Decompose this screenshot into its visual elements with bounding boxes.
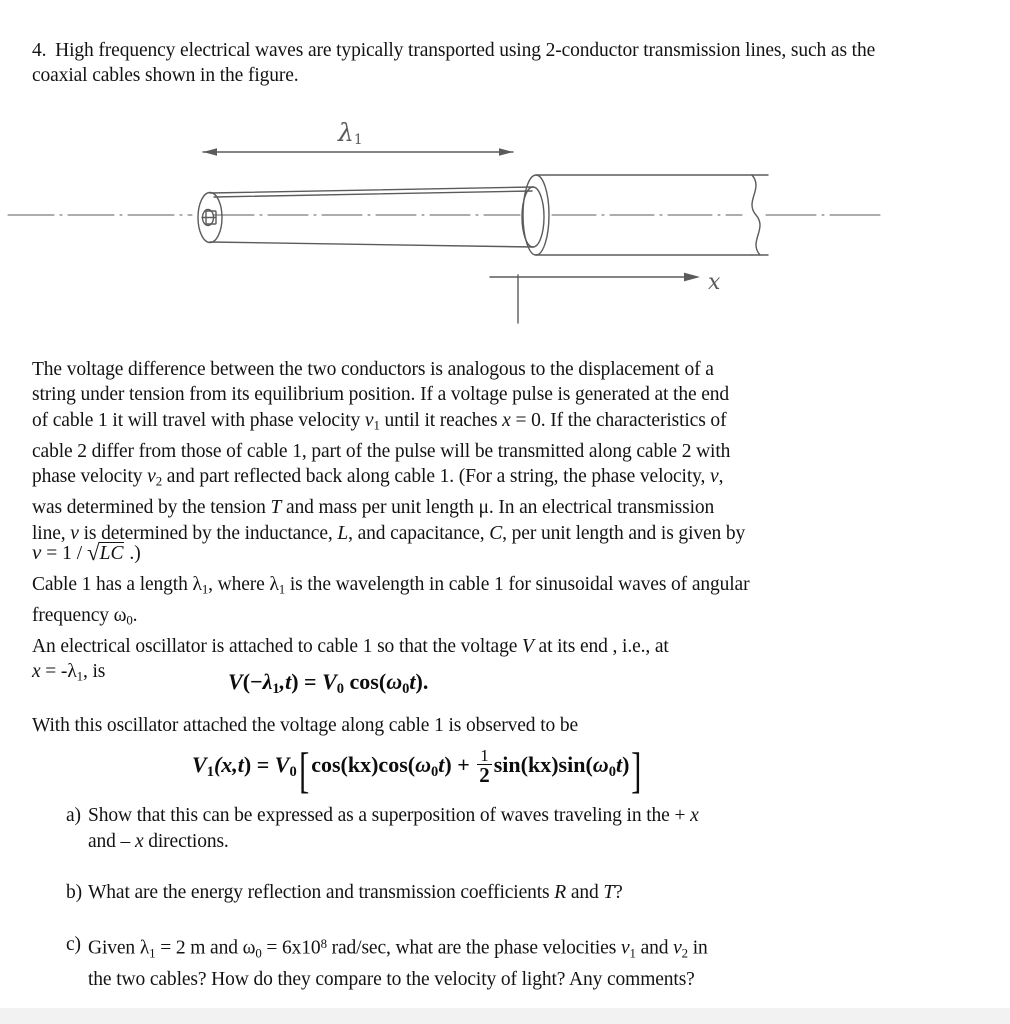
- voltage-wave-equation: $V_1(x,t) = V_0[\cos(kx)\cos(\omega_0t)$ + $\frac{1}{2}$ $\sin(kx)\sin(\omega_0t)$]: [192, 742, 642, 798]
- problem-number: 4.: [32, 40, 47, 61]
- capacitance-C: C: [489, 522, 503, 544]
- wavelength-label: [338, 118, 363, 148]
- voltage-V: V: [522, 636, 534, 657]
- body-line-5: phase velocity $v_2$ and part reflected back along cable 1. (For a string, the phase velocity, v,: [32, 466, 724, 489]
- body-line-3: of cable 1 it will travel with phase velocity $v_1$ until it reaches x = 0. If the characteristics of: [32, 409, 727, 433]
- phase-velocity-v1: v: [364, 409, 374, 431]
- cable-description-paragraph: [32, 572, 932, 690]
- cable-line-4: $x = -\lambda_1$, is: [32, 661, 106, 684]
- cable-1-inner-conductor: [202, 210, 216, 226]
- boundary-condition-equation: $V(-\lambda_1,t) = V_0$ $\cos(\omega_0t)$.: [228, 669, 429, 698]
- cable-line-2: frequency $\omega_0$.: [32, 605, 138, 628]
- reflection-coefficient-R: R: [554, 882, 567, 903]
- body-line-6: was determined by the tension T and mass per unit length μ. In an electrical transmission: [32, 497, 715, 519]
- lambda-glyph: λ: [338, 118, 354, 147]
- inductance-L: L: [337, 522, 349, 544]
- item-b-line-1: What are the energy reflection and transmission coefficients R and T?: [88, 882, 623, 903]
- wavelength-dimension-arrow: [203, 148, 513, 156]
- cable-line-3: An electrical oscillator is attached to cable 1 so that the voltage V at its end , i.e., at: [32, 636, 669, 657]
- item-c-marker: c): [66, 934, 81, 955]
- position-x: x: [502, 409, 511, 431]
- question-item-a: [66, 803, 948, 854]
- cable-1-body: [198, 187, 544, 247]
- one-half-fraction: $\frac{1}{2}$: [479, 746, 490, 788]
- question-item-b: [66, 880, 948, 906]
- coaxial-cable-figure: [0, 105, 1010, 335]
- x-axis-indicator: [490, 273, 700, 323]
- body-line-1: The voltage difference between the two conductors is analogous to the displacement of a: [32, 359, 714, 380]
- body-paragraph: [32, 357, 912, 546]
- body-line-7: line, v is determined by the inductance, L, and capacitance, C, per unit length and is given by: [32, 522, 746, 544]
- item-c-line-1: Given $\lambda_1 = 2$ m and $\omega_0 = 6x10^8$ rad/sec, what are the phase velocities $v_1$ and $v_2$ in: [88, 937, 708, 961]
- item-b-marker: b): [66, 882, 83, 903]
- coaxial-cable-drawing: [0, 105, 1010, 335]
- page-bottom-band: [0, 1008, 1010, 1024]
- transmission-coefficient-T: T: [603, 882, 615, 903]
- item-a-line-2: and – x directions.: [88, 830, 229, 852]
- item-a-line-1: Show that this can be expressed as a superposition of waves traveling in the + x: [88, 805, 699, 826]
- omega-symbol: ω: [113, 605, 127, 626]
- mu-symbol: μ: [478, 497, 489, 519]
- item-a-marker: a): [66, 805, 81, 826]
- item-c-line-2: the two cables? How do they compare to the velocity of light? Any comments?: [88, 968, 695, 990]
- radicand: LC: [99, 543, 124, 564]
- problem-intro-paragraph: [32, 38, 922, 89]
- phase-velocity-formula: v = 1 / √LC .): [32, 539, 141, 566]
- tension-T: T: [270, 497, 282, 519]
- oscillator-observation-line: With this oscillator attached the voltage along cable 1 is observed to be: [32, 715, 579, 736]
- question-item-c: [66, 932, 948, 992]
- problem-intro-text: High frequency electrical waves are typically transported using 2-conductor transmission lines, such as the coaxial cables shown in the figure.: [32, 40, 876, 87]
- square-root: [87, 538, 124, 565]
- radical-sign: √: [87, 539, 100, 566]
- x-axis-label: x: [708, 270, 721, 295]
- cable-line-1: Cable 1 has a length $\lambda_1$, where $\lambda_1$ is the wavelength in cable 1 for sinusoidal waves of angular: [32, 574, 750, 597]
- phase-velocity-v2: v: [147, 466, 156, 488]
- body-line-4: cable 2 differ from those of cable 1, part of the pulse will be transmitted along cable 2 with: [32, 440, 731, 462]
- lambda-subscript: 1: [353, 131, 363, 148]
- body-line-2: string under tension from its equilibrium position. If a voltage pulse is generated at the end: [32, 384, 730, 406]
